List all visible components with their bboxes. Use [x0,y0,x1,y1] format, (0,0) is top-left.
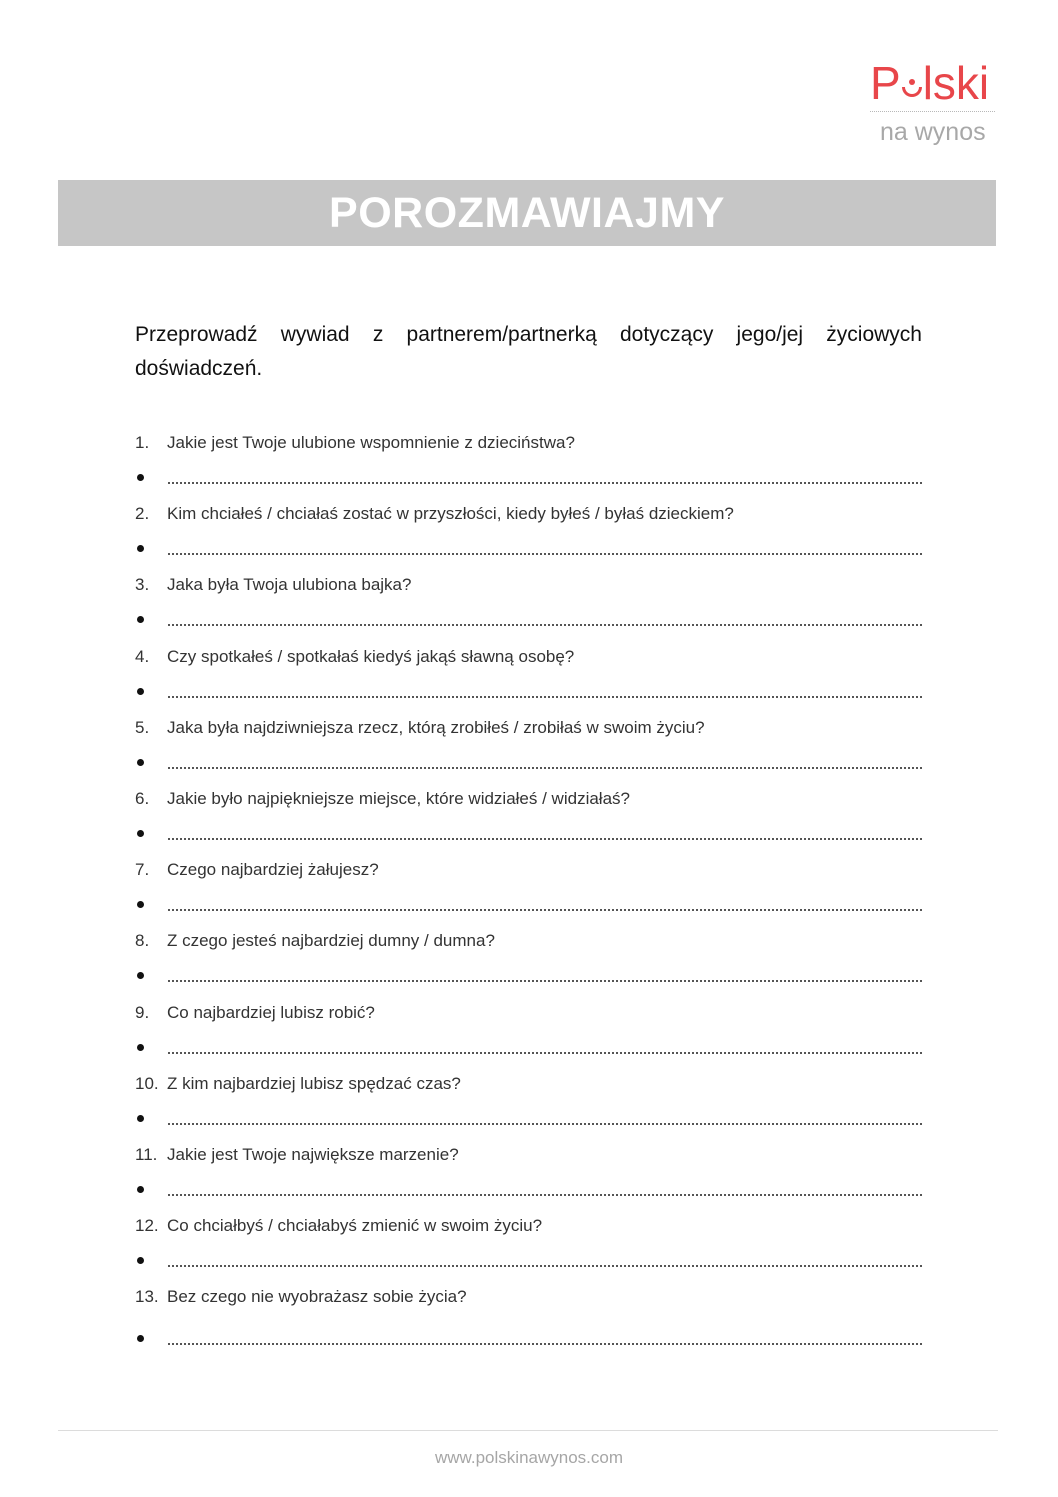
dotted-answer-field[interactable] [168,1123,922,1125]
dotted-answer-field[interactable] [168,553,922,555]
question-item [135,1215,542,1237]
question-item [135,1286,467,1308]
question-number: 6. [135,789,150,808]
logo-divider [870,111,995,112]
question-text: Jakie było najpiękniejsze miejsce, które widziałeś / widziałaś? [167,789,630,808]
dotted-answer-field[interactable] [168,1343,922,1345]
answer-line[interactable] [135,1109,922,1131]
bullet-icon [137,1186,144,1193]
question-item [135,788,630,810]
answer-line[interactable] [135,468,922,490]
bullet-icon [137,830,144,837]
answer-line[interactable] [135,1329,922,1351]
question-text: Z kim najbardziej lubisz spędzać czas? [167,1074,461,1093]
bullet-icon [137,901,144,908]
footer-divider [58,1430,998,1431]
dotted-answer-field[interactable] [168,482,922,484]
question-number: 11. [135,1145,158,1164]
question-text: Kim chciałeś / chciałaś zostać w przyszłości, kiedy byłeś / byłaś dzieckiem? [167,504,734,523]
dotted-answer-field[interactable] [168,838,922,840]
question-text: Jakie jest Twoje największe marzenie? [167,1145,459,1164]
question-item [135,574,411,596]
dotted-answer-field[interactable] [168,980,922,982]
question-text: Czego najbardziej żałujesz? [167,860,379,879]
logo-subtitle: na wynos [880,118,986,146]
answer-line[interactable] [135,895,922,917]
answer-line[interactable] [135,966,922,988]
bullet-icon [137,1335,144,1342]
dotted-answer-field[interactable] [168,767,922,769]
question-text: Jaka była najdziwniejsza rzecz, którą zrobiłeś / zrobiłaś w swoim życiu? [167,718,705,737]
question-number: 8. [135,931,150,950]
dotted-answer-field[interactable] [168,909,922,911]
question-item [135,1144,459,1166]
question-number: 9. [135,1003,150,1022]
bullet-icon [137,688,144,695]
answer-line[interactable] [135,753,922,775]
question-item [135,930,495,952]
logo-letter-p: P [870,57,901,109]
question-item [135,503,734,525]
answer-line[interactable] [135,824,922,846]
question-number: 12. [135,1216,159,1235]
dotted-answer-field[interactable] [168,1052,922,1054]
bullet-icon [137,1044,144,1051]
answer-line[interactable] [135,1180,922,1202]
answer-line[interactable] [135,682,922,704]
instructions-text: Przeprowadź wywiad z partnerem/partnerką dotyczący jego/jej życiowych doświadczeń. [135,323,922,380]
question-number: 1. [135,433,150,452]
question-item [135,1073,461,1095]
logo-wordmark [870,55,989,111]
answer-line[interactable] [135,1251,922,1273]
answer-line[interactable] [135,1038,922,1060]
question-item [135,859,379,881]
question-text: Co najbardziej lubisz robić? [167,1003,375,1022]
bullet-icon [137,759,144,766]
logo-letters-rest: lski [922,57,990,109]
answer-line[interactable] [135,610,922,632]
bullet-icon [137,1115,144,1122]
dotted-answer-field[interactable] [168,1265,922,1267]
dotted-answer-field[interactable] [168,696,922,698]
bullet-icon [137,1257,144,1264]
question-item [135,432,575,454]
bullet-icon [137,616,144,623]
answer-line[interactable] [135,539,922,561]
question-number: 2. [135,504,150,523]
question-number: 3. [135,575,150,594]
question-number: 7. [135,860,150,879]
dotted-answer-field[interactable] [168,1194,922,1196]
question-number: 13. [135,1287,159,1306]
question-item [135,1002,375,1024]
smile-icon [901,65,923,99]
question-number: 5. [135,718,150,737]
question-text: Co chciałbyś / chciałabyś zmienić w swoim życiu? [167,1216,543,1235]
question-number: 4. [135,647,150,666]
bullet-icon [137,474,144,481]
dotted-answer-field[interactable] [168,624,922,626]
question-text: Jaka była Twoja ulubiona bajka? [167,575,412,594]
question-text: Bez czego nie wyobrażasz sobie życia? [167,1287,467,1306]
title-banner [58,180,996,246]
question-text: Z czego jesteś najbardziej dumny / dumna? [167,931,495,950]
page-title: POROZMAWIAJMY [329,188,725,237]
footer-website: www.polskinawynos.com [434,1448,623,1467]
question-number: 10. [135,1074,159,1093]
bullet-icon [137,545,144,552]
question-item [135,717,705,739]
question-item [135,646,574,668]
bullet-icon [137,972,144,979]
question-text: Czy spotkałeś / spotkałaś kiedyś jakąś sławną osobę? [167,647,575,666]
question-text: Jakie jest Twoje ulubione wspomnienie z dzieciństwa? [167,433,575,452]
